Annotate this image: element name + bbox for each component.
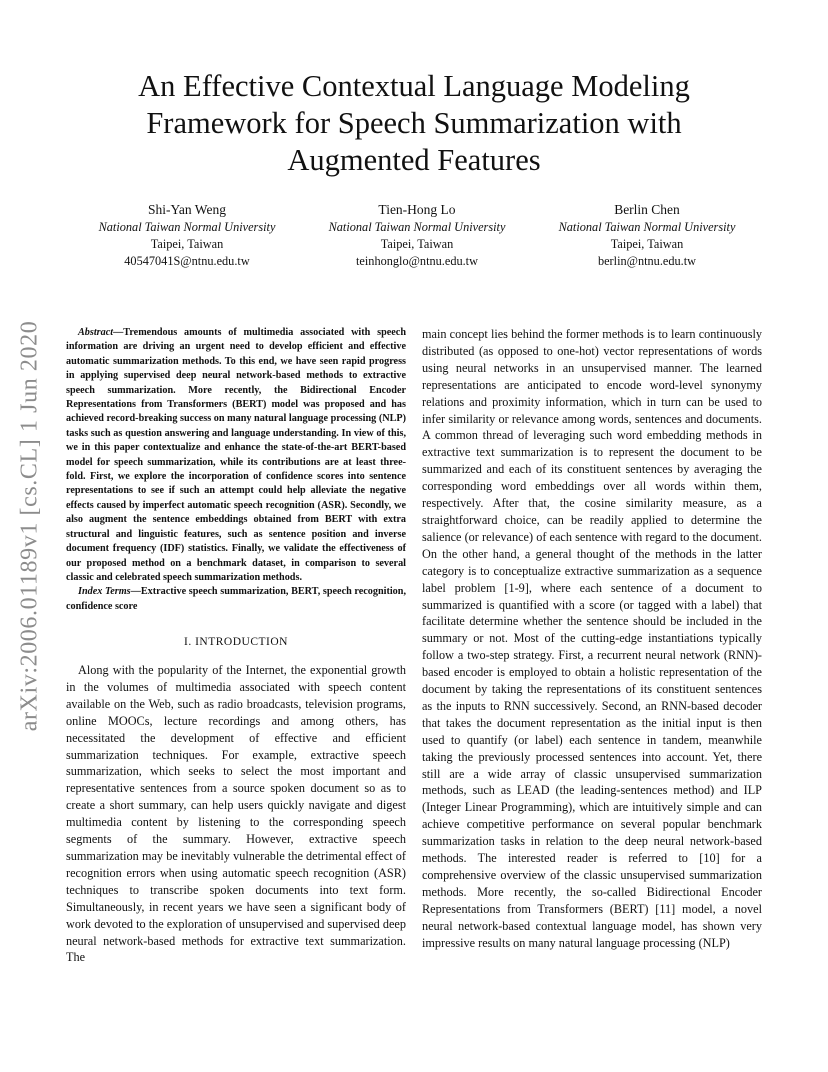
arxiv-sidebar bbox=[8, 296, 52, 756]
body-paragraph: main concept lies behind the former methods is to learn continuously distributed (as opposed to one-hot) vector representations of words using neural networks in an unsupervised manner. The learned representations are anticipated to encode word-level synonymy relations and proximity information, which in turn can be used to infer similarity or relevance among words, sentences and documents. A common thread of leveraging such word embedding methods in extractive text summarization is to represent the document to be summarized and each of its constituent sentences by averaging the corresponding word embeddings over all words within them, respectively. After that, the cosine similarity measure, as a straightforward choice, can be readily applied to determine the salience (or relevance) of each sentence with regard to the document. On the other hand, a general thought of the methods in the latter category is to conceptualize extractive summarization as a sequence label problem [1-9], where each sentence of a document to summarized is quantified with a score (or tagged with a label) that facilitate determine whether the sentence should be included in the summary or not. Most of the cutting-edge instantiations typically follow a two-step strategy. First, a recurrent neural network (RNN)-based encoder is employed to obtain a holistic representation of the document by taking the representations of its constituent sentences as the inputs to RNN successively. Second, an RNN-based decoder that takes the document representation as the initial input is then used to quantify (or label) each sentence in tandem, meanwhile taking the previously processed sentences into account. Yet, there still are a wide array of classic unsupervised summarization methods, such as LEAD (the leading-sentences method) and ILP (Integer Linear Programming), which are intuitively simple and can achieve competitive performance on several popular benchmark summarization tasks in relation to the deep neural network-based methods. The interested reader is referred to [10] for a comprehensive overview of the classic unsupervised summarization methods. More recently, the so-called Bidirectional Encoder Representations from Transformers (BERT) [11] model, a novel neural network-based contextual language model, has shown very impressive results on many natural language processing (NLP) bbox=[422, 327, 762, 950]
index-terms bbox=[66, 585, 406, 614]
author-email: 40547041S@ntnu.edu.tw bbox=[124, 254, 250, 268]
author-email: teinhonglo@ntnu.edu.tw bbox=[356, 254, 478, 268]
author-name: Shi-Yan Weng bbox=[148, 202, 226, 217]
author-3 bbox=[532, 201, 762, 270]
abstract-text: —Tremendous amounts of multimedia associated with speech information are driving an urgent need to develop efficient and effective automatic summarization methods. To this end, we have seen rapid progress in applying supervised deep neural network-based methods to extractive speech summarization. More recently, the Bidirectional Encoder Representations from Transformers (BERT) model was proposed and has achieved record-breaking success on many natural language processing (NLP) tasks such as question answering and language understanding. In view of this, we in this paper contextualize and enhance the state-of-the-art BERT-based model for speech summarization, while its contributions are at least three-fold. First, we explore the incorporation of confidence scores into sentence representations to see if such an attempt could help alleviate the negative effects caused by imperfect automatic speech recognition (ASR). Secondly, we also augment the sentence embeddings obtained from BERT with extra structural and linguistic features, such as sentence position and inverse document frequency (IDF) statistics. Finally, we validate the effectiveness of our proposed method on a benchmark dataset, in comparison to several classic and celebrated speech summarization methods. bbox=[66, 327, 406, 583]
author-block bbox=[72, 201, 762, 270]
left-column bbox=[66, 326, 406, 966]
author-name: Berlin Chen bbox=[614, 202, 680, 217]
paper-title: An Effective Contextual Language Modeling Framework for Speech Summarization with Augmented Features bbox=[138, 69, 690, 177]
author-affiliation: National Taiwan Normal University bbox=[328, 220, 506, 234]
author-affiliation: National Taiwan Normal University bbox=[98, 220, 276, 234]
author-2 bbox=[302, 201, 532, 270]
author-1 bbox=[72, 201, 302, 270]
index-terms-label: Index Terms bbox=[78, 586, 131, 598]
author-location: Taipei, Taiwan bbox=[610, 237, 684, 251]
author-affiliation: National Taiwan Normal University bbox=[558, 220, 736, 234]
author-name: Tien-Hong Lo bbox=[378, 202, 456, 217]
section-heading: I. INTRODUCTION bbox=[184, 636, 288, 649]
abstract bbox=[66, 326, 406, 585]
index-terms-text: —Extractive speech summarization, BERT, speech recognition, confidence score bbox=[66, 586, 406, 612]
abstract-label: Abstract bbox=[78, 327, 114, 338]
arxiv-identifier: arXiv:2006.01189v1 [cs.CL] 1 Jun 2020 bbox=[16, 320, 43, 732]
right-column bbox=[422, 326, 762, 952]
author-email: berlin@ntnu.edu.tw bbox=[597, 254, 697, 268]
author-location: Taipei, Taiwan bbox=[150, 237, 224, 251]
author-location: Taipei, Taiwan bbox=[380, 237, 454, 251]
intro-paragraph: Along with the popularity of the Internet, the exponential growth in the volumes of multimedia associated with speech content available on the Web, such as radio broadcasts, television programs, online MOOCs, lecture recordings and among others, has necessitated the development of effective and efficient summarization techniques. For example, extractive speech summarization, which seeks to select the most important and representative sentences from a source spoken document so as to create a short summary, can help users quickly navigate and digest multimedia content by listening to the corresponding speech segments of the summary. However, extractive speech summarization may be inevitably vulnerable the detrimental effect of recognition errors when using automatic speech recognition (ASR) techniques to transcribe spoken documents into text form. Simultaneously, in recent years we have seen a significant body of work devoted to the exploration of unsupervised and supervised deep neural network-based methods for extractive text summarization. The bbox=[66, 663, 406, 965]
